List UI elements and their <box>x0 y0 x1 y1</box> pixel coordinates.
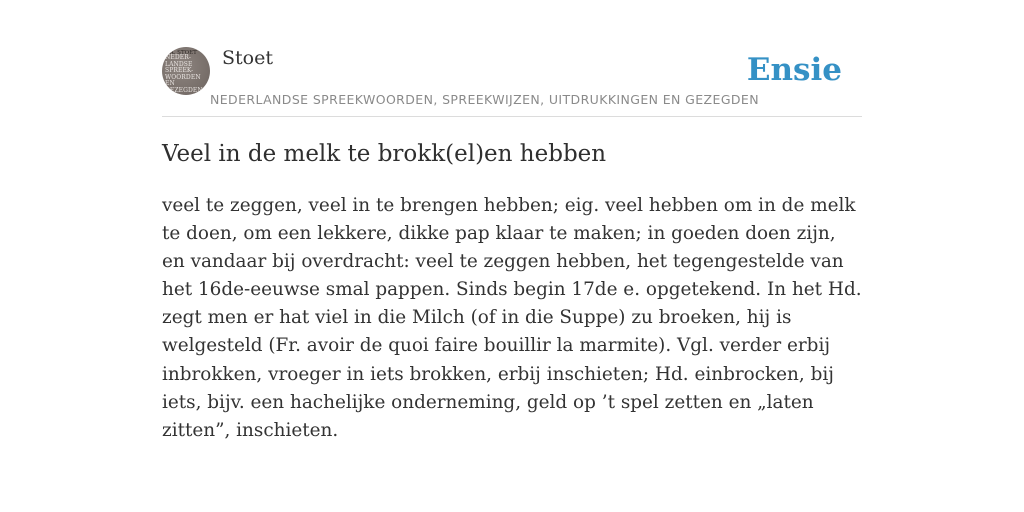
entry-body: veel te zeggen, veel in te brengen hebben; eig. veel hebben om in de melk te doen, om een lekkere, dikke pap klaar te maken; in goeden doen zijn, en vandaar bij overdracht: veel te zeggen hebben, het tegengestelde van het 16de-eeuwse smal pappen. Sinds begin 17de e. opgetekend. In het Hd. zegt men er hat viel in die Milch (of in die Suppe) zu broeken, hij is welgesteld (Fr. avoir de quoi faire bouillir la marmite). Vgl. verder erbij inbrokken, vroeger in iets brokken, erbij inschieten; Hd. einbrocken, bij iets, bijv. een hachelijke onderneming, geld op ’t spel zetten en „laten zitten”, inschieten. <box>162 195 862 441</box>
source-header <box>162 46 862 117</box>
author-link[interactable]: Stoet <box>222 47 273 69</box>
source-subtitle[interactable]: NEDERLANDSE SPREEKWOORDEN, SPREEKWIJZEN, UITDRUKKINGEN EN GEZEGDEN <box>210 92 759 107</box>
avatar-line: GEZEGDEN <box>165 86 203 94</box>
avatar-line: WOORDEN EN <box>165 73 201 87</box>
book-cover-icon <box>165 55 210 94</box>
avatar-line: NEDER- <box>165 54 191 61</box>
avatar-line: LANDSE <box>165 60 193 68</box>
ensie-logo[interactable]: Ensie <box>746 52 842 88</box>
avatar-line: SPREEK- <box>165 67 194 74</box>
avatar-top-text: F.A. STOET <box>165 50 197 56</box>
source-avatar[interactable] <box>162 47 210 95</box>
entry-title: Veel in de melk te brokk(el)en hebben <box>162 141 607 167</box>
